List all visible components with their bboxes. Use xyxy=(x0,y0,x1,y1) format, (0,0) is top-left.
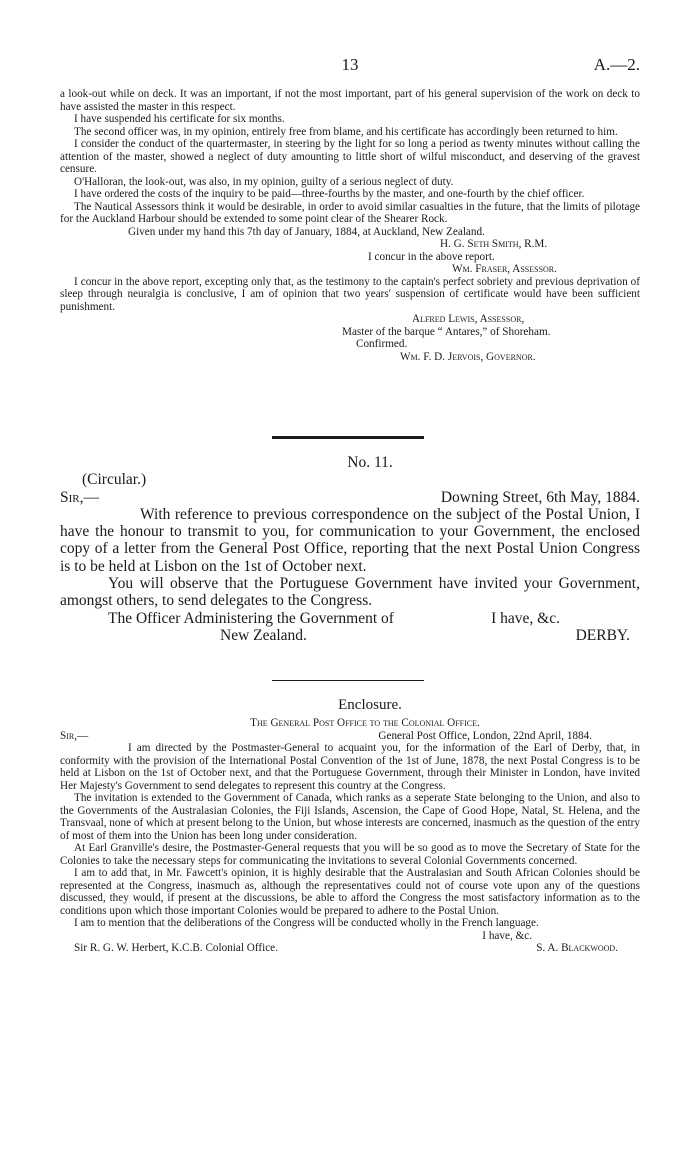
dissent-paragraph: I concur in the above report, excepting only that, as the testimony to the captain's perfect sobriety and previous deprivation of sleep through neuralgia is conclusive, I am of opinion that two years' suspension of certificate would have been sufficient punishment. xyxy=(60,275,640,313)
salutation: Sir,— xyxy=(60,729,89,742)
closing: I have, &c. xyxy=(482,929,532,942)
closing: I have, &c. xyxy=(491,609,560,627)
place-date: Downing Street, 6th May, 1884. xyxy=(440,488,640,506)
paragraph: I am directed by the Postmaster-General to acquaint you, for the information of the Earl of Derby, that, in conformity with the provision of the International Postal Convention of the 1st of June, 1878, the next Postal Congress is to be held at Lisbon on the 1st of October next, and that the Portuguese Government, through their Minister in London, have invited Her Majesty's Government to send delegates to represent this country at the Congress. xyxy=(60,742,640,792)
signature-fraser: Wm. Fraser, Assessor. xyxy=(452,263,557,275)
paragraph: At Earl Granville's desire, the Postmaster-General requests that you will be so good as to move the Secretary of State for the Colonies to take the necessary steps for communicating the invitations to several Colonial Governments concerned. xyxy=(60,842,640,867)
paragraph: O'Halloran, the look-out, was also, in my opinion, guilty of a serious neglect of duty. xyxy=(74,175,454,188)
addressee-line: The Officer Administering the Government of xyxy=(108,609,394,627)
document-reference: A.—2. xyxy=(593,55,640,74)
paragraph: With reference to previous correspondence on the subject of the Postal Union, I have the honour to transmit to you, for communication to your Government, the enclosed copy of a letter from the General Post Office, reporting that the next Postal Union Congress is to be held at Lisbon on the 1st of October next. xyxy=(60,505,640,575)
confirmed-line: Confirmed. xyxy=(356,338,408,350)
paragraph: You will observe that the Portuguese Government have invited your Government, amongst others, to send delegates to the Congress. xyxy=(60,575,640,610)
page-number: 13 xyxy=(341,55,359,74)
concur-line: I concur in the above report. xyxy=(368,250,495,263)
enclosure-from-to: The General Post Office to the Colonial Office. xyxy=(250,717,480,729)
addressee-line: New Zealand. xyxy=(220,626,307,644)
page-header xyxy=(60,55,640,77)
paragraph: The Nautical Assessors think it would be desirable, in order to avoid similar casualties in the future, that the limits of pilotage for the Auckland Harbour should be extended to some point clear of the Shearer Rock. xyxy=(60,200,640,225)
signature-jervois: Wm. F. D. Jervois, Governor. xyxy=(400,350,536,363)
closing-row xyxy=(60,610,640,627)
section-divider xyxy=(272,436,424,439)
given-line: Given under my hand this 7th day of January, 1884, at Auckland, New Zealand. xyxy=(128,225,485,238)
enclosure-divider xyxy=(272,680,424,681)
despatch-no-11 xyxy=(60,454,640,644)
signature-blackwood: S. A. Blackwood. xyxy=(536,942,618,954)
addressee: Sir R. G. W. Herbert, K.C.B. Colonial Office. xyxy=(74,942,278,954)
place-date: General Post Office, London, 22nd April, 1884. xyxy=(378,729,592,742)
paragraph: The second officer was, in my opinion, entirely free from blame, and his certificate has accordingly been returned to him. xyxy=(74,125,618,138)
signature-seth-smith: H. G. Seth Smith, R.M. xyxy=(440,238,548,250)
enclosure-salutation-row xyxy=(60,730,640,743)
paragraph: I have ordered the costs of the inquiry to be paid—three-fourths by the master, and one-fourth by the chief officer. xyxy=(74,188,585,200)
circular-label: (Circular.) xyxy=(82,471,147,489)
paragraph: I consider the conduct of the quartermaster, in steering by the light for so long a period as twenty minutes without calling the attention of the master, showed a neglect of duty amounting to little short of wilful misconduct, and deserving of the gravest censure. xyxy=(60,138,640,175)
paragraph: I am to add that, in Mr. Fawcett's opinion, it is highly desirable that the Australasian and South African Colonies should be represented at the Congress, inasmuch as, although the representatives could not of course vote upon any of the questions discussed, they would, if present at the discussions, be able to afford the Congress the most satisfactory information as to the conditions upon which those important Colonies would be prepared to adhere to the Postal Union. xyxy=(60,867,640,917)
enclosure-signature-row xyxy=(60,942,640,955)
salutation-row xyxy=(60,489,640,506)
signature-lewis: Alfred Lewis, Assessor, xyxy=(412,313,525,325)
signature-derby: DERBY. xyxy=(575,626,630,644)
enclosure-closing-row xyxy=(60,930,640,943)
paragraph: I am to mention that the deliberations of the Congress will be conducted wholly in the French language. xyxy=(74,917,539,929)
enclosure-title: Enclosure. xyxy=(338,697,402,713)
report-continuation xyxy=(60,88,640,363)
despatch-title: No. 11. xyxy=(347,454,393,471)
salutation: Sir,— xyxy=(60,488,99,506)
enclosure xyxy=(60,697,640,955)
signature-row xyxy=(60,627,640,644)
signature-lewis-title: Master of the barque “ Antares,” of Shoreham. xyxy=(342,325,551,338)
paragraph: a look-out while on deck. It was an important, if not the most important, part of his general supervision of the work on deck to have assisted the master in this respect. xyxy=(60,88,640,113)
paragraph: I have suspended his certificate for six months. xyxy=(74,113,285,125)
paragraph: The invitation is extended to the Government of Canada, which ranks as a seperate State belonging to the Union, and also to the Governments of the Australasian Colonies, the Fiji Islands, Ascension, the Cape of Good Hope, Natal, St. Helena, and the Transvaal, none of which at present belong to the Union, but whose interests are concerned, inasmuch as the question of the entry of most of them into the Union has been long under consideration. xyxy=(60,792,640,842)
